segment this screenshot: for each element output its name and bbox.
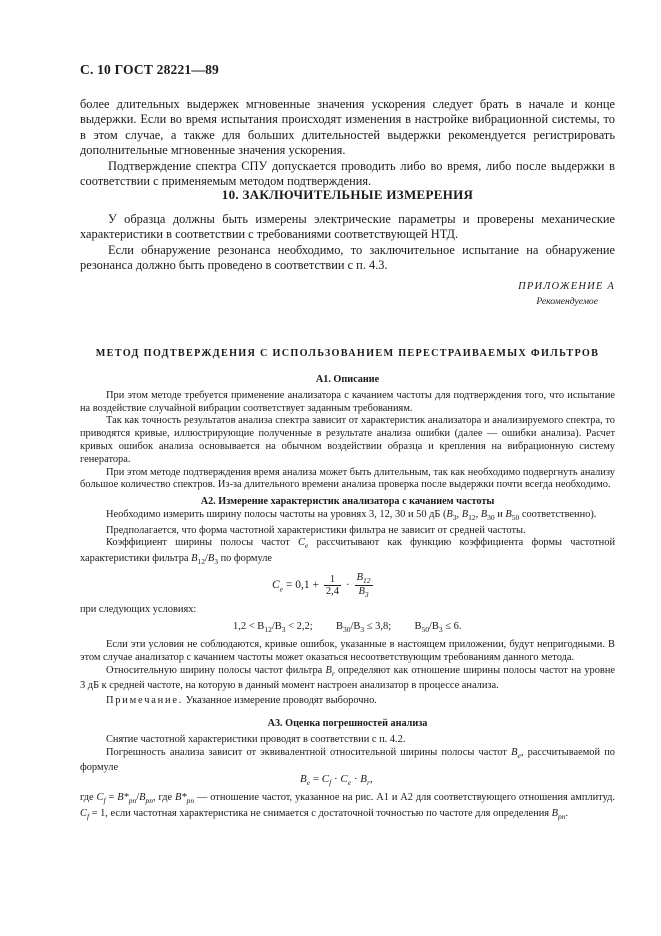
condition-2-b: /B	[350, 621, 361, 632]
a2-paragraph-5: Относительную ширину полосы частот фильтра $B_r$ определяют как отношение ширины полосы частот на уровне 3 дБ к средней частоте, на которую в данный момент настроен анализатор в процессе анализа.	[80, 664, 615, 692]
a3-p3-text: где	[80, 792, 97, 803]
a2-paragraph-4: Если эти условия не соблюдаются, кривые ошибок, указанные в настоящем приложении, будут непригодными. В этом случае анализатор с качанием частоты может оказаться несоответствующим требованиям данного метода.	[80, 639, 615, 663]
condition-1-b: /B	[271, 621, 282, 632]
a1-paragraph-3: При этом методе подтверждения время анализа может быть длительным, так как необходимо подвергнуть анализу большое количество спектров. Из-за длительного времени анализа проверка после выдержки почти всегда необходимо.	[80, 466, 615, 491]
condition-2-c: ≤ 3,8;	[364, 621, 392, 632]
a1-paragraph-2: Так как точность результатов анализа спектра зависит от характеристик анализатора и анализируемого спектра, то приводятся кривые, иллюстрирующие полученные в результате анализа ошибки (далее — ошибки анализа). Расчет кривых ошибок анализа основывается на обычном воздействии образца и крепления на вибрационную систему генератора.	[80, 415, 615, 465]
condition-3-sub2: 3	[438, 625, 443, 635]
page-header: С. 10 ГОСТ 28221—89	[80, 62, 219, 77]
section-a2-continued	[80, 639, 615, 708]
a2-paragraph-1: Необходимо измерить ширину полосы частоты на уровнях 3, 12, 30 и 50 дБ ($B_3$, $B_{12}$, $B_{30}$ и $B_{50}$ соответственно).	[106, 508, 597, 522]
a1-paragraph-1: При этом методе требуется применение анализатора с качанием частоты для подтверждения того, что испытание на воздействие случайной вибрации соответствует заданным требованиям.	[80, 389, 615, 414]
condition-3-b: /B	[428, 621, 439, 632]
a3-definitions	[80, 792, 615, 824]
section-a3-title: А3. Оценка погрешностей анализа	[267, 718, 428, 729]
condition-3-a: B	[414, 621, 422, 632]
formula-ce-lhs-sub: e	[279, 584, 284, 594]
a2-note	[80, 695, 615, 708]
a2-paragraph-3: Коэффициент ширины полосы частот $C_e$ рассчитывают как функцию коэффициента формы частотной характеристики фильтра $B_{12}/B_3$ по формуле	[80, 537, 615, 567]
fraction-1-numerator: 1	[324, 574, 341, 586]
paragraph-resonance: Если обнаружение резонанса необходимо, то заключительное испытание на обнаружение резонанса должно быть проведено в соответствии с п. 4.3.	[80, 242, 615, 273]
a2-p5-text: Относительную ширину полосы частот фильтра	[106, 664, 326, 676]
paragraph-electrical-params: У образца должны быть измерены электрические параметры и проверены механические характеристики в соответствии с требованиями соответствующей НТД.	[80, 212, 615, 242]
condition-1-sub: 12	[264, 625, 272, 635]
condition-3	[414, 621, 462, 635]
fraction-2-denominator-sub: 3	[364, 590, 369, 600]
condition-1-sub2: 3	[281, 625, 286, 635]
fraction-2-numerator-sub: 12	[363, 576, 371, 586]
intro-paragraphs	[80, 97, 615, 189]
condition-1-c: < 2,2;	[285, 621, 313, 632]
method-title: МЕТОД ПОДТВЕРЖДЕНИЯ С ИСПОЛЬЗОВАНИЕМ ПЕРЕСТРАИВАЕМЫХ ФИЛЬТРОВ	[95, 348, 600, 359]
formula-be: $B_e = C_f \cdot C_e \cdot B_r$,	[300, 773, 373, 788]
appendix-status: Рекомендуемое	[536, 296, 598, 307]
a3-p2-text-end: , рассчитываемой по формуле	[80, 746, 615, 774]
section-a2-title: А2. Измерение характеристик анализатора с качанием частоты	[200, 496, 495, 507]
section-a1-title: А1. Описание	[315, 374, 380, 385]
condition-2	[335, 621, 392, 635]
a2-p1-text-end: соответственно).	[519, 508, 597, 520]
section-a2	[80, 496, 615, 569]
note-label: Примечание.	[106, 695, 184, 707]
condition-1-a: 1,2 < B	[233, 621, 265, 632]
formula-ce: $C_e = 0,1$ + $\frac{1}{2,4}$ · $\frac{B_{12}}{B_3}$	[272, 572, 371, 600]
note-text: Указанное измерение проводят выборочно.	[183, 695, 377, 707]
a2-p1-text: Необходимо измерить ширину полосы частоты на уровнях 3, 12, 30 и 50 дБ (	[106, 508, 447, 520]
a3-p2-text: Погрешность анализа зависит от эквивалентной относительной ширины полосы частот	[106, 746, 512, 758]
a2-p3-text-mid: рассчитывают как функцию коэффициента формы частотной характеристики фильтра	[80, 537, 615, 565]
conditions-intro: при следующих условиях:	[80, 604, 197, 615]
section-a3	[80, 718, 615, 775]
section-10-body	[80, 212, 615, 274]
fraction-2-denominator: B	[358, 586, 365, 598]
formula-ce-mid: = 0,1 +	[283, 579, 322, 592]
a3-p3-text-4: = 1, если частотная характеристика не снимается с достаточной точностью по частоте для определения	[89, 807, 552, 819]
a3-p3-text-2: , где	[153, 792, 176, 803]
conditions-formula	[233, 621, 462, 634]
fraction-2-numerator: B	[356, 572, 364, 583]
a2-p3-text-end: по формуле	[217, 553, 273, 565]
fraction-1-denominator: 2,4	[325, 586, 339, 598]
a3-paragraph-2: Погрешность анализа зависит от эквивалентной относительной ширины полосы частот $B_e$, рассчитываемой по формуле	[80, 746, 615, 774]
section-a1	[80, 374, 615, 492]
paragraph-spectrum-confirmation: Подтверждение спектра СПУ допускается проводить либо во время, либо после выдержки в соответствии с применяемым методом подтверждения.	[80, 158, 615, 189]
condition-2-sub2: 3	[360, 625, 365, 635]
appendix-label: ПРИЛОЖЕНИЕ А	[518, 281, 615, 292]
condition-3-c: ≤ 6.	[442, 621, 462, 632]
a2-p5-text-end: определяют как отношение ширины полосы частот на уровне 3 дБ к средней частоте, на которую в данный момент настроен анализатор в процессе анализа.	[80, 664, 615, 692]
a3-paragraph-1: Снятие частотной характеристики проводят в соответствии с п. 4.2.	[106, 733, 406, 745]
condition-1	[233, 621, 313, 635]
paragraph-acceleration: более длительных выдержек мгновенные значения ускорения следует брать в начале и конце выдержки. Если во время испытания происходят изменения в настройке вибрационной системы, то в этом случае, а также для больших длительностей выдержки рекомендуется регистрировать дополнительные мгновенные значения ускорения.	[80, 97, 615, 158]
fraction-one-over-2-4	[324, 574, 341, 597]
a2-paragraph-2: Предполагается, что форма частотной характеристики фильтра не зависит от средней частоты.	[106, 524, 526, 536]
condition-3-sub: 50	[421, 625, 429, 635]
condition-2-sub: 30	[342, 625, 351, 635]
a3-paragraph-3: где $C_f = B*_{pn}/B_{pn}$, где $B*_{pn}$ — отношение частот, указанное на рис. А1 и А2 для соответствующего отношения амплитуд. $C_f = 1$, если частотная характеристика не снимается с достаточной точностью по частоте для определения $B_{pn}$.	[80, 792, 615, 821]
a2-p3-text: Коэффициент ширины полосы частот	[106, 537, 298, 549]
section-10-title: 10. ЗАКЛЮЧИТЕЛЬНЫЕ ИЗМЕРЕНИЯ	[221, 187, 474, 202]
fraction-b12-over-b3	[355, 572, 373, 599]
formula-ce-lhs: C	[272, 579, 280, 592]
condition-2-a: B	[335, 621, 343, 632]
a3-p3-text-3: — отношение частот, указанное на рис. А1 и А2 для соответствующего отношения амплитуд.	[194, 792, 615, 803]
